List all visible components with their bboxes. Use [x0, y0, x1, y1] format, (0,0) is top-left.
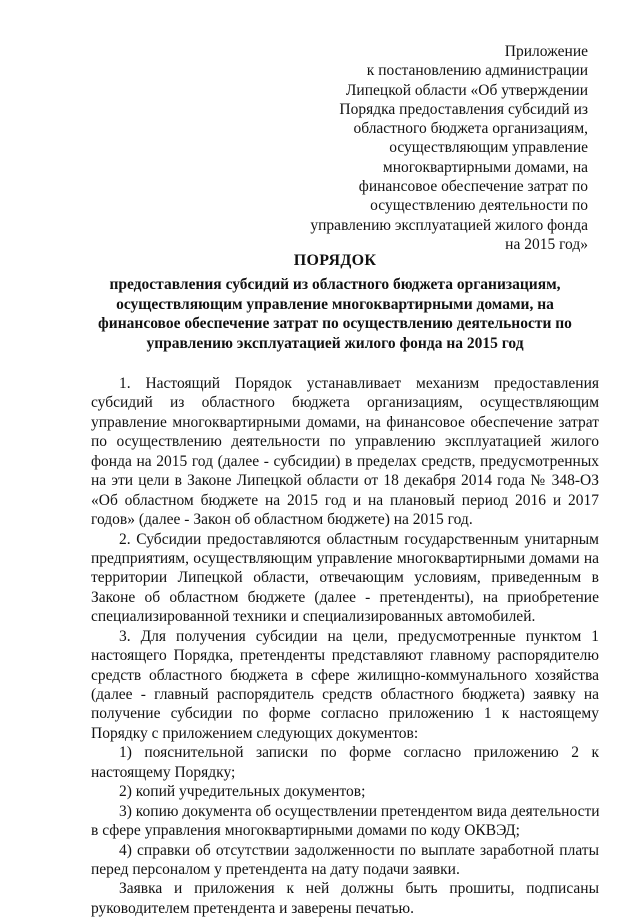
appendix-line: осуществлению деятельности по	[370, 197, 588, 215]
document-body	[91, 374, 599, 918]
body-line: «Об областном бюджете на 2015 год и на плановый период 2016 и 2017	[91, 491, 599, 509]
subtitle-line: управлению эксплуатацией жилого фонда на 2015 год	[146, 334, 524, 352]
body-line: 1) пояснительной записки по форме согласно приложению 2 к	[119, 744, 599, 762]
subtitle-line: предоставления субсидий из областного бюджета организациям,	[109, 276, 561, 293]
body-line: 3. Для получения субсидии на цели, предусмотренные пунктом 1	[119, 627, 599, 645]
body-line: 2) копий учредительных документов;	[119, 783, 366, 801]
appendix-line: Липецкой области «Об утверждении	[345, 81, 588, 99]
body-line: территории Липецкой области, отвечающим условиям, приведенным в	[91, 569, 599, 587]
body-line: Заявка и приложения к ней должны быть прошиты, подписаны	[119, 880, 599, 898]
body-line: Порядку с приложением следующих документов:	[91, 724, 419, 742]
body-line: специализированной техники и специализированных автомобилей.	[91, 608, 536, 626]
appendix-line: на 2015 год»	[505, 235, 588, 253]
body-line: настоящему Порядку;	[91, 763, 236, 781]
body-line: настоящего Порядка, претенденты представляют главному распорядителю	[91, 647, 599, 665]
appendix-line: Приложение	[504, 43, 588, 60]
body-line: Законе об областном бюджете (далее - претенденты), на приобретение	[91, 588, 599, 606]
appendix-note	[288, 42, 588, 254]
document-subtitle	[80, 275, 590, 353]
appendix-line: управлению эксплуатацией жилого фонда	[310, 216, 588, 234]
body-line: в сфере управления многоквартирными домами по коду ОКВЭД;	[91, 822, 520, 840]
body-line: 2. Субсидии предоставляются областным государственным унитарным	[119, 530, 599, 548]
appendix-line: финансовое обеспечение затрат по	[358, 178, 588, 196]
appendix-line: осуществляющим управление	[389, 139, 588, 157]
body-line: на эти цели в Законе Липецкой области от 18 декабря 2014 года № 348-ОЗ	[91, 472, 599, 490]
body-line: 1. Настоящий Порядок устанавливает механизм предоставления	[119, 375, 599, 392]
body-line: по осуществлению деятельности по управлению эксплуатацией жилого	[91, 433, 599, 451]
body-line: 3) копию документа об осуществлении претендентом вида деятельности	[119, 802, 600, 820]
body-line: средств областного бюджета в сфере жилищно-коммунального хозяйства	[91, 666, 599, 684]
document-title: ПОРЯДОК	[293, 252, 377, 269]
body-line: получение субсидии по форме согласно приложению 1 к настоящему	[91, 705, 599, 723]
body-line: предприятиям, осуществляющим управление многоквартирными домами на	[91, 549, 599, 567]
body-line: годов» (далее - Закон об областном бюджете) на 2015 год.	[91, 511, 473, 529]
body-line: управление многоквартирными домами, на финансовое обеспечение затрат	[91, 413, 599, 431]
body-line: 4) справки об отсутствии задолженности по выплате заработной платы	[119, 841, 599, 859]
appendix-line: Порядка предоставления субсидий из	[339, 100, 588, 118]
body-line: фонда на 2015 год (далее - субсидии) в пределах средств, предусмотренных	[91, 452, 599, 470]
subtitle-line: финансовое обеспечение затрат по осуществлению деятельности по	[98, 315, 572, 332]
body-line: субсидий из областного бюджета организациям, осуществляющим	[91, 394, 599, 412]
document-heading	[80, 251, 590, 353]
appendix-line: к постановлению администрации	[366, 62, 588, 80]
body-line: (далее - главный распорядитель средств областного бюджета) заявку на	[91, 686, 599, 703]
body-line: руководителем претендента и заверены печатью.	[91, 899, 414, 917]
appendix-line: многоквартирными домами, на	[382, 158, 588, 176]
body-line: перед персоналом у претендента на дату подачи заявки.	[91, 860, 460, 878]
appendix-line: областного бюджета организациям,	[353, 120, 588, 138]
subtitle-line: осуществляющим управление многоквартирными домами, на	[116, 295, 554, 313]
